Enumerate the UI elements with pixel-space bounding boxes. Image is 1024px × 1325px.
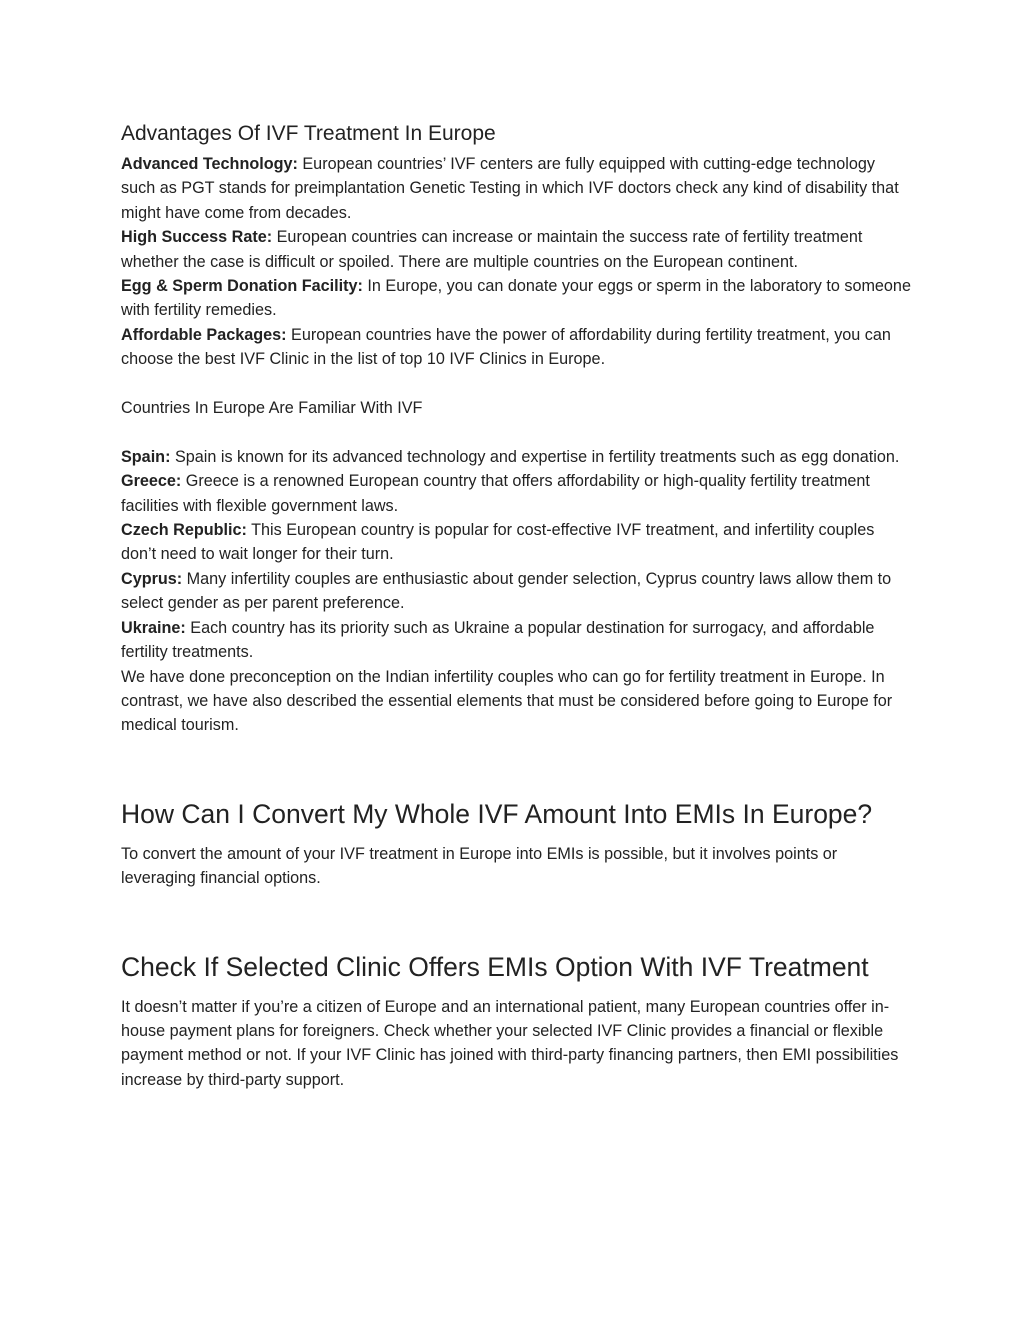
item-text: Each country has its priority such as Ukraine a popular destination for surrogacy, and affordable fertility treatments. [121,618,875,662]
advantage-item [121,225,911,274]
item-label: Cyprus: [121,569,183,588]
spacer [121,891,911,949]
item-text: Spain is known for its advanced technology and expertise in fertility treatments such as egg donation. [170,447,900,466]
country-item [121,445,911,469]
section-subheading-countries: Countries In Europe Are Familiar With IVF [121,399,423,418]
emi-convert-paragraph: To convert the amount of your IVF treatment in Europe into EMIs is possible, but it involves points or leveraging financial options. [121,844,838,888]
section-heading-emi-convert: How Can I Convert My Whole IVF Amount Into EMIs In Europe? [121,798,873,829]
item-label: Greece: [121,472,182,491]
item-label: Advanced Technology: [121,155,298,173]
item-text: This European country is popular for cost-effective IVF treatment, and infertility couples don’t need to wait longer for their turn. [121,521,875,564]
spacer [121,420,911,444]
country-item [121,616,911,665]
item-label: Spain: [121,447,171,466]
spacer [121,738,911,796]
emi-clinic-paragraph: It doesn’t matter if you’re a citizen of Europe and an international patient, many European countries offer in-house payment plans for foreigners. Check whether your selected IVF Clinic provides a financial or flexible payment method or not. If your IVF Clinic has joined with third-party financing partners, then EMI possibilities increase by third-party support. [121,997,899,1089]
advantage-item [121,274,911,323]
advantage-item [121,152,911,225]
item-label: Czech Republic: [121,521,247,540]
country-item [121,567,911,616]
document-content [121,118,911,1092]
closing-paragraph: We have done preconception on the Indian infertility couples who can go for fertility treatment in Europe. In contrast, we have also described the essential elements that must be considered before going to Europe for medical tourism. [121,667,893,735]
section-heading-advantages: Advantages Of IVF Treatment In Europe [121,122,496,145]
item-text: Greece is a renowned European country that offers affordability or high-quality fertility treatment facilities with flexible government laws. [121,472,870,515]
spacer [121,372,911,396]
section-heading-emi-clinic: Check If Selected Clinic Offers EMIs Option With IVF Treatment [121,951,869,982]
item-text: European countries have the power of affordability during fertility treatment, you can choose the best IVF Clinic in the list of top 10 IVF Clinics in Europe. [121,325,891,369]
item-text: European countries can increase or maintain the success rate of fertility treatment whether the case is difficult or spoiled. There are multiple countries on the European continent. [121,228,863,271]
country-item [121,469,911,518]
item-label: Ukraine: [121,618,186,637]
item-text: European countries’ IVF centers are fully equipped with cutting-edge technology such as PGT stands for preimplantation Genetic Testing in which IVF doctors check any kind of disability that might have come from decades. [121,155,899,222]
item-label: Egg & Sperm Donation Facility: [121,277,363,296]
item-text: In Europe, you can donate your eggs or sperm in the laboratory to someone with fertility remedies. [121,277,911,320]
item-label: High Success Rate: [121,228,273,247]
item-text: Many infertility couples are enthusiastic about gender selection, Cyprus country laws allow them to select gender as per parent preference. [121,569,892,613]
item-label: Affordable Packages: [121,325,287,344]
country-item [121,518,911,567]
advantage-item [121,323,911,372]
